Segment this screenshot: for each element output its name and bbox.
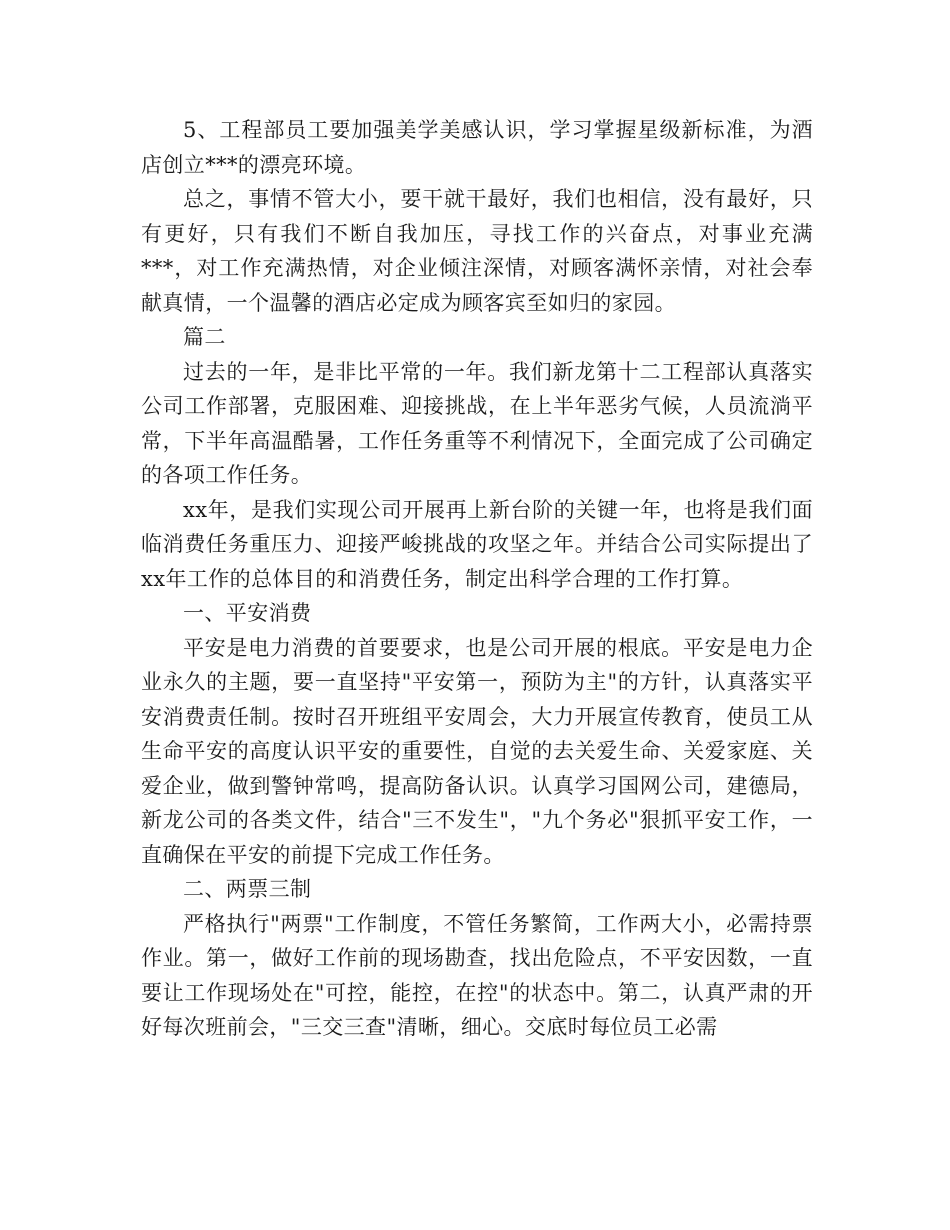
section-heading-two-tickets: 二、两票三制 — [183, 877, 312, 901]
paragraph-xx-year: xx年，是我们实现公司开展再上新台阶的关键一年，也将是我们面临消费任务重压力、迎接严峻挑战的攻坚之年。并结合公司实际提出了xx年工作的总体目的和消费任务，制定出科学合理的工作打算。 — [141, 497, 813, 591]
paragraph-item-5: 5、工程部员工要加强美学美感认识，学习掌握星级新标准，为酒店创立***的漂亮环境。 — [141, 118, 813, 177]
section-heading-part-two: 篇二 — [183, 325, 226, 349]
paragraph-summary: 总之，事情不管大小，要干就干最好，我们也相信，没有最好，只有更好，只有我们不断自我加压，寻找工作的兴奋点，对事业充满***，对工作充满热情，对企业倾注深情，对顾客满怀亲情，对社会奉献真情，一个温馨的酒店必定成为顾客宾至如归的家园。 — [141, 187, 813, 315]
paragraph-safety: 平安是电力消费的首要要求，也是公司开展的根底。平安是电力企业永久的主题，要一直坚持"平安第一，预防为主"的方针，认真落实平安消费责任制。按时召开班组平安周会，大力开展宣传教育，使员工从生命平安的高度认识平安的重要性，自觉的去关爱生命、关爱家庭、关爱企业，做到警钟常鸣，提高防备认识。认真学习国网公司，建德局，新龙公司的各类文件，结合"三不发生"，"九个务必"狠抓平安工作，一直确保在平安的前提下完成工作任务。 — [141, 635, 813, 867]
paragraph-two-tickets: 严格执行"两票"工作制度，不管任务繁简，工作两大小，必需持票作业。第一，做好工作前的现场勘查，找出危险点，不平安因数，一直要让工作现场处在"可控，能控，在控"的状态中。第二，认真严肃的开好每次班前会，"三交三查"清晰，细心。交底时每位员工必需 — [141, 911, 813, 1039]
section-heading-safety: 一、平安消费 — [183, 601, 312, 625]
paragraph-past-year: 过去的一年，是非比平常的一年。我们新龙第十二工程部认真落实公司工作部署，克服困难、迎接挑战，在上半年恶劣气候，人员流淌平常，下半年高温酷暑，工作任务重等不利情况下，全面完成了公司确定的各项工作任务。 — [141, 359, 813, 487]
document-body — [141, 113, 813, 1045]
